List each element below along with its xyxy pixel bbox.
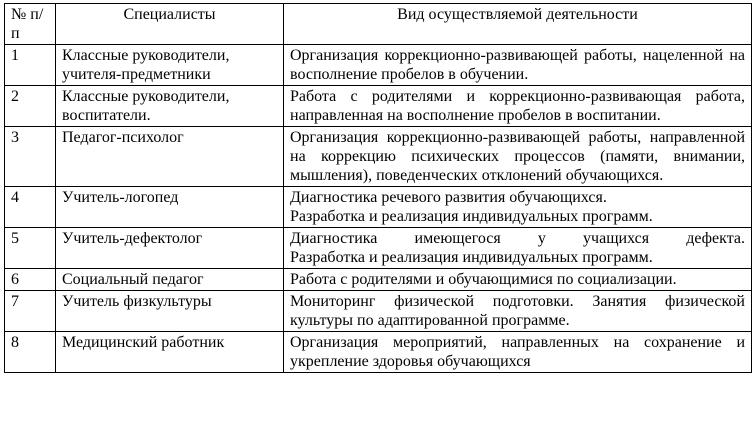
activity-line: Диагностика речевого развития обучающихся. (290, 189, 607, 206)
table-row (5, 269, 752, 291)
table-row (5, 228, 752, 269)
row-specialist: Классные руководители, воспитатели. (56, 86, 284, 127)
activity-line: Разработка и реализация индивидуальных программ. (290, 249, 653, 266)
header-activity: Вид осуществляемой деятельности (284, 4, 752, 45)
activity-line: Диагностика имеющегося у учащихся дефекта. (290, 230, 745, 247)
table-header-row (5, 4, 752, 45)
row-specialist: Учитель-логопед (56, 187, 284, 228)
row-specialist: Социальный педагог (56, 269, 284, 291)
header-specialists: Специалисты (56, 4, 284, 45)
header-number: № п/п (5, 4, 56, 45)
row-number: 2 (5, 86, 56, 127)
activity-line: Работа с родителями и коррекционно-развивающая работа, направленная на восполнение пробелов в воспитании. (290, 88, 745, 124)
row-activity (284, 228, 752, 269)
row-activity (284, 86, 752, 127)
activity-line: Организация коррекционно-развивающей работы, направленной на коррекцию психических процессов (памяти, внимании, мышления), поведенческих отклонений обучающихся. (290, 129, 745, 184)
activity-line: Разработка и реализация индивидуальных программ. (290, 208, 653, 225)
row-specialist: Медицинский работник (56, 332, 284, 373)
specialists-table (4, 3, 752, 373)
row-number: 3 (5, 127, 56, 187)
table-row (5, 127, 752, 187)
row-specialist: Учитель-дефектолог (56, 228, 284, 269)
activity-line: Организация мероприятий, направленных на сохранение и укрепление здоровья обучающихся (290, 334, 745, 370)
row-activity (284, 332, 752, 373)
table-row (5, 86, 752, 127)
row-number: 4 (5, 187, 56, 228)
row-specialist: Классные руководители, учителя-предметники (56, 45, 284, 86)
row-number: 1 (5, 45, 56, 86)
row-number: 6 (5, 269, 56, 291)
table-row (5, 45, 752, 86)
table-row (5, 332, 752, 373)
row-activity (284, 127, 752, 187)
row-activity (284, 269, 752, 291)
row-number: 8 (5, 332, 56, 373)
row-activity (284, 291, 752, 332)
row-specialist: Учитель физкультуры (56, 291, 284, 332)
row-number: 5 (5, 228, 56, 269)
activity-line: Организация коррекционно-развивающей работы, нацеленной на восполнение пробелов в обучении. (290, 47, 745, 83)
activity-line: Мониторинг физической подготовки. Занятия физической культуры по адаптированной программе. (290, 293, 745, 329)
table-row (5, 187, 752, 228)
row-activity (284, 187, 752, 228)
row-specialist: Педагог-психолог (56, 127, 284, 187)
table-row (5, 291, 752, 332)
row-activity (284, 45, 752, 86)
activity-line: Работа с родителями и обучающимися по социализации. (290, 271, 677, 288)
row-number: 7 (5, 291, 56, 332)
